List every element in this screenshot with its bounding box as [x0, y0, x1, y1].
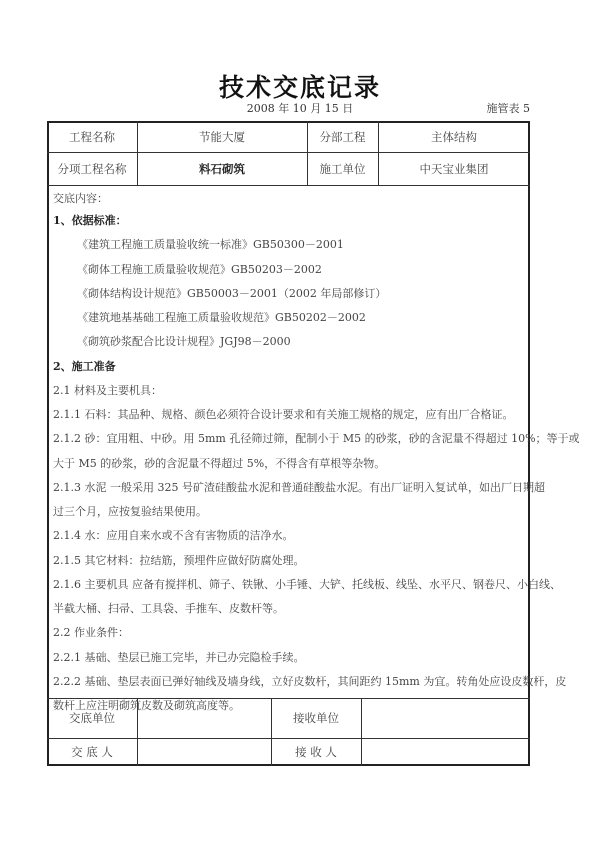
content-line: 过三个月，应按复验结果使用。 — [53, 505, 207, 518]
receiver-field[interactable] — [362, 739, 529, 765]
content-intro: 交底内容： — [53, 192, 108, 205]
receiver-label: 接 收 人 — [295, 745, 337, 759]
content-line: 数杆上应注明砌筑皮数及砌筑高度等。 — [53, 699, 240, 712]
section-heading: 1、依据标准： — [53, 214, 127, 227]
contractor-value: 中天宝业集团 — [419, 161, 489, 176]
issuer-field[interactable] — [138, 739, 271, 765]
content-line: 2.1.4 水：应用自来水或不含有害物质的洁净水。 — [53, 529, 294, 543]
subitem-value: 料石砌筑 — [199, 161, 245, 176]
project-name-value: 节能大厦 — [199, 129, 245, 144]
page-title: 技术交底记录 — [218, 73, 381, 102]
project-name-label: 工程名称 — [69, 129, 115, 144]
standard-item: 《建筑工程施工质量验收统一标准》GB50300－2001 — [77, 238, 344, 252]
standard-item: 《建筑地基基础工程施工质量验收规范》GB50202－2002 — [77, 311, 366, 324]
issuer-unit-label: 交底单位 — [69, 711, 115, 725]
divider — [47, 185, 530, 186]
standard-item: 《砌筑砂浆配合比设计规程》JGJ98－2000 — [77, 335, 291, 349]
content-line: 2.2.2 基础、垫层表面已弹好轴线及墙身线，立好皮数杆，其间距约 15mm 为宜。转角处应设皮数杆，皮 — [53, 674, 567, 688]
division-label: 分部工程 — [319, 129, 366, 144]
content-line: 2.1.6 主要机具 应备有搅拌机、筛子、铁锹、小手锤、大铲、托线板、线坠、水平尺、钢卷尺、小白线、 — [53, 577, 561, 591]
subitem-label: 分项工程名称 — [57, 161, 127, 176]
content-line: 2.1.1 石料：其品种、规格、颜色必须符合设计要求和有关施工规格的规定，应有出厂合格证。 — [53, 408, 514, 421]
content-line: 2.1 材料及主要机具： — [53, 383, 162, 397]
standard-item: 《砌体工程施工质量验收规范》GB50203－2002 — [77, 262, 322, 276]
division-value: 主体结构 — [431, 129, 477, 144]
section-heading: 2、施工准备 — [53, 359, 116, 373]
content-line: 2.2 作业条件： — [53, 626, 129, 640]
content-line: 2.1.5 其它材料：拉结筋，预埋件应做好防腐处理。 — [53, 553, 305, 567]
issuer-label: 交 底 人 — [71, 745, 113, 759]
issuer-unit-field[interactable] — [138, 699, 271, 738]
standard-item: 《砌体结构设计规范》GB50003－2001（2002 年局部修订） — [77, 286, 387, 300]
record-date: 2008 年 10 月 15 日 — [246, 102, 354, 115]
receiver-unit-label: 接收单位 — [293, 711, 339, 725]
contractor-label: 施工单位 — [319, 161, 366, 176]
content-line: 2.1.3 水泥 一般采用 325 号矿渣硅酸盐水泥和普通硅酸盐水泥。有出厂证明入复试单，如出厂日期超 — [53, 480, 545, 494]
content-line: 大于 M5 的砂浆，砂的含泥量不得超过 5%，不得含有草根等杂物。 — [53, 456, 386, 470]
form-number: 施管表 5 — [486, 102, 530, 115]
content-line: 2.1.2 砂：宜用粗、中砂。用 5mm 孔径筛过筛，配制小于 M5 的砂浆，砂的含泥量不得超过 10%；等于或 — [53, 432, 580, 446]
receiver-unit-field[interactable] — [362, 699, 529, 738]
briefing-content — [53, 189, 580, 718]
content-line: 2.2.1 基础、垫层已施工完毕，并已办完隐检手续。 — [53, 650, 305, 664]
content-line: 半截大桶、扫帚、工具袋、手推车、皮数杆等。 — [53, 602, 284, 615]
